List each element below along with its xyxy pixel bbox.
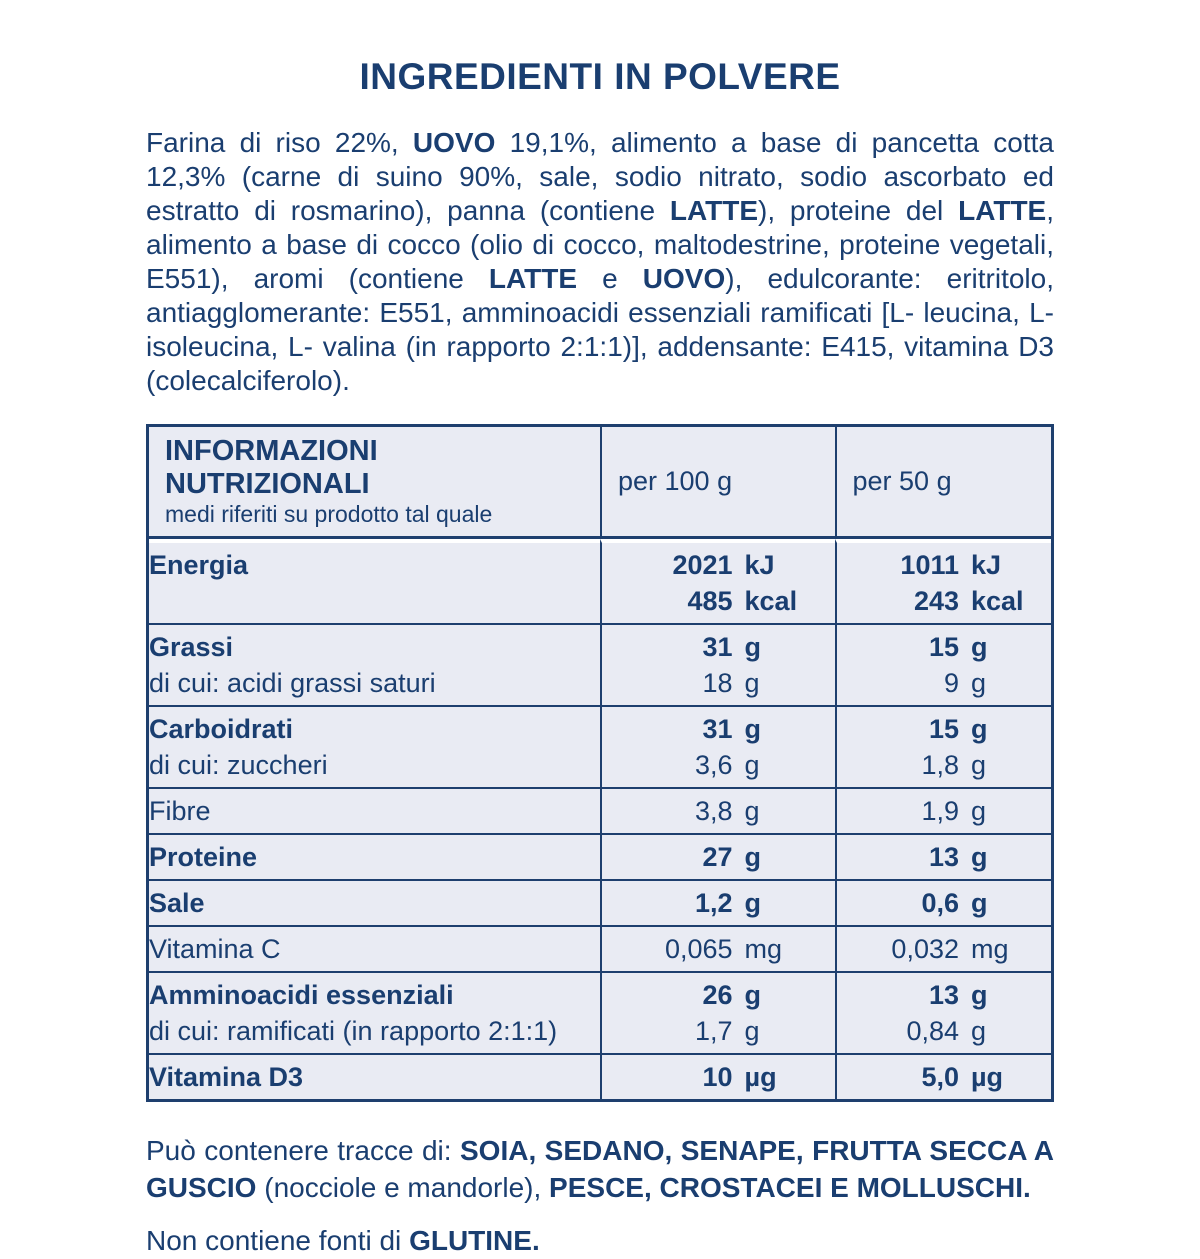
per-50g-value-cell [835, 971, 1051, 1053]
nutrient-value [837, 711, 1051, 747]
value-number: 485 [687, 586, 733, 616]
value-unit: mg [744, 934, 783, 964]
text-segment: ), proteine del [758, 195, 959, 226]
value-number: 1,9 [921, 796, 959, 826]
nutrient-value [602, 885, 835, 921]
nutrient-label-cell [149, 925, 600, 971]
text-segment: LATTE [669, 195, 758, 226]
ingredients-paragraph [146, 126, 1054, 398]
nutrient-value [602, 629, 835, 665]
text-segment: 19,1%, alimento a base di pancetta cotta 12,3% (carne di suino 90%, sale, sodio nitrato, sodio ascorbato ed estratto di rosmarino), panna (contiene [146, 127, 1054, 226]
nutrient-label: di cui: acidi grassi saturi [149, 668, 436, 698]
value-number: 1011 [900, 550, 959, 580]
value-number: 0,065 [664, 934, 733, 964]
nutrition-table-body [149, 539, 1051, 1099]
value-unit: g [744, 842, 762, 872]
nutrient-label: Vitamina C [149, 934, 281, 964]
nutrient-value [837, 629, 1051, 665]
per-100g-value-cell [600, 623, 835, 705]
value-unit: g [744, 980, 762, 1010]
text-segment: LATTE [958, 195, 1047, 226]
value-unit: kcal [971, 586, 1024, 616]
nutrient-label-cell [149, 787, 600, 833]
nutrition-row [149, 1053, 1051, 1099]
nutrition-row [149, 787, 1051, 833]
text-segment: Non contiene fonti di [146, 1225, 410, 1256]
nutrient-label: Fibre [149, 796, 211, 826]
value-number: 18 [702, 668, 733, 698]
nutrient-label: Energia [149, 550, 249, 580]
nutrient-value [837, 665, 1051, 701]
value-unit: µg [971, 1062, 1004, 1092]
nutrient-label: Vitamina D3 [149, 1062, 304, 1092]
nutrient-value [602, 583, 835, 619]
value-unit: g [744, 750, 760, 780]
per-50g-value-cell [835, 705, 1051, 787]
nutrient-label [149, 583, 600, 619]
value-unit: g [744, 714, 762, 744]
value-unit: g [971, 980, 988, 1010]
value-number: 3,6 [694, 750, 733, 780]
value-unit: g [971, 632, 988, 662]
nutrient-value [837, 747, 1051, 783]
value-unit: g [971, 714, 988, 744]
nutrient-value [602, 977, 835, 1013]
value-number: 1,8 [921, 750, 959, 780]
nutrient-value [837, 1013, 1051, 1049]
text-segment: (nocciole e mandorle), [256, 1172, 550, 1203]
per-100g-value-cell [600, 787, 835, 833]
value-unit: µg [744, 1062, 777, 1092]
nutrition-row [149, 623, 1051, 705]
nutrient-value [602, 747, 835, 783]
text-segment: UOVO [412, 127, 496, 158]
value-unit: g [744, 888, 762, 918]
nutrient-label-cell [149, 539, 600, 623]
nutrition-row [149, 705, 1051, 787]
value-unit: g [744, 1016, 760, 1046]
text-segment: e [577, 263, 643, 294]
per-100g-value-cell [600, 971, 835, 1053]
nutrient-label: Proteine [149, 842, 258, 872]
value-number: 15 [928, 632, 959, 662]
value-unit: g [971, 796, 987, 826]
per-100g-column-header: per 100 g [600, 427, 835, 539]
value-number: 31 [702, 714, 733, 744]
per-50g-value-cell [835, 1053, 1051, 1099]
nutrient-label-cell [149, 1053, 600, 1099]
per-100g-value-cell [600, 705, 835, 787]
nutrient-value [602, 711, 835, 747]
per-100g-value-cell [600, 879, 835, 925]
nutrient-value [837, 931, 1051, 967]
value-unit: g [971, 668, 987, 698]
per-50g-value-cell [835, 539, 1051, 623]
nutrient-value [602, 665, 835, 701]
value-number: 3,8 [694, 796, 733, 826]
nutrient-label: Amminoacidi essenziali [149, 980, 454, 1010]
nutrient-value [837, 839, 1051, 875]
text-segment: , alimento a base di cocco (olio di cocco, maltodestrine, proteine vegetali, E551), aromi (contiene [146, 195, 1055, 294]
value-number: 9 [943, 668, 959, 698]
per-50g-value-cell [835, 833, 1051, 879]
value-unit: g [971, 1016, 987, 1046]
nutrient-label-cell [149, 623, 600, 705]
value-number: 5,0 [921, 1062, 959, 1092]
value-number: 0,6 [921, 888, 959, 918]
value-number: 1,2 [694, 888, 733, 918]
page-title: INGREDIENTI IN POLVERE [359, 56, 841, 97]
nutrition-info-subtitle: medi riferiti su prodotto tal quale [165, 501, 493, 527]
text-segment: SOIA, SEDANO, SENAPE, FRUTTA SECCA A GUSCIO [146, 1135, 1055, 1203]
nutrient-label-cell [149, 833, 600, 879]
text-segment: PESCE, CROSTACEI E MOLLUSCHI. [549, 1172, 1031, 1203]
nutrition-info-header-cell [149, 427, 600, 539]
value-number: 243 [913, 586, 959, 616]
per-100g-value-cell [600, 833, 835, 879]
per-100g-value-cell [600, 1053, 835, 1099]
nutrition-table [146, 424, 1054, 1102]
nutrient-value [602, 839, 835, 875]
nutrition-row [149, 833, 1051, 879]
value-number: 13 [928, 842, 959, 872]
per-50g-value-cell [835, 787, 1051, 833]
value-number: 27 [702, 842, 733, 872]
nutrient-label: Sale [149, 888, 205, 918]
value-unit: kJ [971, 550, 1002, 580]
value-number: 2021 [672, 550, 733, 580]
nutrition-row [149, 879, 1051, 925]
gluten-free-note [146, 1222, 1054, 1259]
text-segment: UOVO [642, 263, 726, 294]
nutrient-label-cell [149, 879, 600, 925]
nutrition-table-header-row [149, 427, 1051, 539]
value-unit: g [744, 632, 762, 662]
value-number: 15 [928, 714, 959, 744]
nutrient-value [837, 583, 1051, 619]
value-unit: g [744, 668, 760, 698]
nutrient-value [602, 1059, 835, 1095]
value-number: 10 [702, 1062, 733, 1092]
nutrient-value [837, 1059, 1051, 1095]
value-unit: g [971, 750, 987, 780]
nutrient-label-cell [149, 705, 600, 787]
text-segment: LATTE [488, 263, 578, 294]
value-number: 26 [702, 980, 733, 1010]
allergen-traces-note [146, 1132, 1054, 1206]
nutrient-label: di cui: zuccheri [149, 750, 328, 780]
value-number: 31 [702, 632, 733, 662]
nutrition-row [149, 925, 1051, 971]
footnotes [146, 1132, 1054, 1259]
value-number: 0,032 [891, 934, 959, 964]
value-unit: g [971, 888, 988, 918]
nutrient-value [837, 547, 1051, 583]
value-unit: mg [971, 934, 1009, 964]
per-50g-value-cell [835, 623, 1051, 705]
nutrient-label-cell [149, 971, 600, 1053]
nutrient-value [837, 977, 1051, 1013]
text-segment: ), edulcorante: eritritolo, antiagglomerante: E551, amminoacidi essenziali ramificati [L- leucina, L- isoleucina, L- valina (in rapporto 2:1:1)], addensante: E415, vitamina D3 (colecalciferolo). [146, 263, 1054, 396]
nutrient-value [602, 793, 835, 829]
text-segment: GLUTINE. [409, 1225, 540, 1256]
nutrient-value [602, 547, 835, 583]
per-50g-value-cell [835, 925, 1051, 971]
nutrient-value [837, 885, 1051, 921]
nutrition-row [149, 971, 1051, 1053]
per-100g-value-cell [600, 925, 835, 971]
per-50g-value-cell [835, 879, 1051, 925]
per-100g-value-cell [600, 539, 835, 623]
value-unit: g [971, 842, 988, 872]
value-unit: kJ [744, 550, 775, 580]
text-segment: Farina di riso 22%, [146, 127, 413, 158]
nutrient-label: Carboidrati [149, 714, 294, 744]
nutrient-label: di cui: ramificati (in rapporto 2:1:1) [149, 1016, 558, 1046]
value-number: 13 [928, 980, 959, 1010]
value-unit: g [744, 796, 760, 826]
value-number: 0,84 [906, 1016, 959, 1046]
nutrient-value [837, 793, 1051, 829]
per-50g-column-header: per 50 g [835, 427, 1051, 539]
nutrient-label: Grassi [149, 632, 234, 662]
nutrient-value [602, 1013, 835, 1049]
nutrition-info-title: INFORMAZIONI NUTRIZIONALI [165, 435, 378, 500]
nutrient-value [602, 931, 835, 967]
nutrition-row [149, 539, 1051, 623]
value-number: 1,7 [694, 1016, 733, 1046]
value-unit: kcal [744, 586, 798, 616]
text-segment: Può contenere tracce di: [146, 1135, 460, 1166]
